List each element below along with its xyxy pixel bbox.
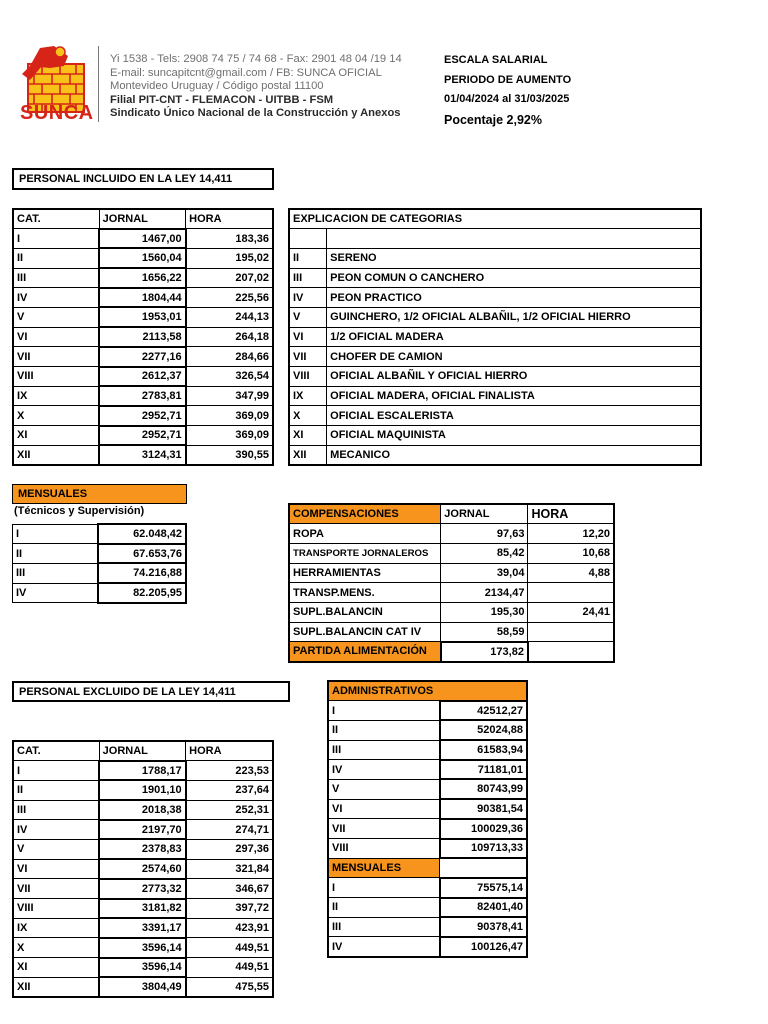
concept-cell: PARTIDA ALIMENTACIÓN <box>289 642 441 662</box>
desc-cell: OFICIAL MADERA, OFICIAL FINALISTA <box>327 386 701 406</box>
table-row <box>289 347 701 367</box>
mensuales-table <box>12 523 187 604</box>
header-jornal: JORNAL <box>99 209 185 229</box>
table-row <box>328 839 527 859</box>
jornal-cell: 1953,01 <box>99 307 185 327</box>
table-row <box>289 524 614 544</box>
desc-cell: 1/2 OFICIAL MADERA <box>327 327 701 347</box>
table-row <box>289 248 701 268</box>
jornal-cell: 1656,22 <box>99 268 185 288</box>
table-row <box>328 720 527 740</box>
table-row <box>289 288 701 308</box>
hora-cell: 4,88 <box>528 563 614 583</box>
desc-cell <box>327 229 701 249</box>
jornal-cell: 97,63 <box>441 524 528 544</box>
cat-cell: V <box>13 839 99 859</box>
compensaciones-table <box>288 503 615 663</box>
contact-line: Yi 1538 - Tels: 2908 74 75 / 74 68 - Fax: 2901 48 04 /19 14 <box>110 53 402 65</box>
table-row <box>13 307 273 327</box>
hora-cell: 24,41 <box>528 602 614 622</box>
hora-cell: 252,31 <box>186 800 273 820</box>
table-row <box>13 938 273 958</box>
cat-cell: II <box>13 780 99 800</box>
table-row <box>328 898 527 918</box>
table-row <box>13 958 273 978</box>
escala-block <box>444 51 571 130</box>
cat-cell: VIII <box>289 367 327 387</box>
header-hora: HORA <box>528 504 614 524</box>
table-row <box>289 229 701 249</box>
cat-cell: I <box>13 524 99 544</box>
header-cat: CAT. <box>13 209 99 229</box>
cat-cell: III <box>13 268 99 288</box>
concept-cell: TRANSPORTE JORNALEROS <box>289 543 441 563</box>
jornal-cell: 2952,71 <box>99 406 185 426</box>
table-row <box>289 307 701 327</box>
table-row <box>328 917 527 937</box>
desc-cell: OFICIAL ALBAÑIL Y OFICIAL HIERRO <box>327 367 701 387</box>
value-cell: 82.205,95 <box>98 583 186 603</box>
cat-cell: IX <box>13 386 99 406</box>
value-cell: 52024,88 <box>440 720 527 740</box>
table-row <box>328 740 527 760</box>
table-row <box>13 544 187 564</box>
cat-cell: III <box>289 268 327 288</box>
table-row <box>13 367 273 387</box>
cat-cell: IX <box>13 918 99 938</box>
periodo-label: PERIODO DE AUMENTO <box>444 73 572 86</box>
cat-cell: II <box>13 544 99 564</box>
value-cell: 62.048,42 <box>98 524 186 544</box>
cat-cell: VIII <box>328 839 440 859</box>
cat-cell: VII <box>289 347 327 367</box>
cat-cell: XI <box>13 958 99 978</box>
explicacion-title: EXPLICACION DE CATEGORIAS <box>289 209 701 229</box>
contact-line: E-mail: suncapitcnt@gmail.com / FB: SUNCA OFICIAL <box>110 66 382 79</box>
jornal-cell: 3804,49 <box>99 977 185 997</box>
jornal-cell: 2197,70 <box>99 820 185 840</box>
jornal-cell: 2378,83 <box>99 839 185 859</box>
table-row <box>13 583 187 603</box>
hora-cell: 297,36 <box>186 839 273 859</box>
hora-cell: 346,67 <box>186 879 273 899</box>
cat-cell: XI <box>13 426 99 446</box>
jornal-cell: 3596,14 <box>99 938 185 958</box>
administrativos-table <box>327 680 528 958</box>
desc-cell: MECANICO <box>327 445 701 465</box>
value-cell: 90378,41 <box>440 917 527 937</box>
periodo-range: 01/04/2024 al 31/03/2025 <box>444 93 570 105</box>
jornal-cell: 2574,60 <box>99 859 185 879</box>
table-row <box>328 878 527 898</box>
hora-cell: 264,18 <box>186 327 273 347</box>
header-divider <box>98 46 99 122</box>
cat-cell: IV <box>13 820 99 840</box>
hora-cell: 423,91 <box>186 918 273 938</box>
header-compensaciones: COMPENSACIONES <box>289 504 441 524</box>
jornal-cell: 85,42 <box>441 543 528 563</box>
mensuales-admin-title: MENSUALES <box>328 858 440 878</box>
table-row <box>328 819 527 839</box>
cat-cell: I <box>328 878 440 898</box>
cat-cell: VI <box>289 327 327 347</box>
value-cell: 61583,94 <box>440 740 527 760</box>
header-hora: HORA <box>186 209 273 229</box>
jornal-cell: 173,82 <box>441 642 528 662</box>
cat-cell: IX <box>289 386 327 406</box>
table-row <box>13 426 273 446</box>
table-row <box>13 327 273 347</box>
mensuales-title: MENSUALES <box>12 484 187 504</box>
jornal-cell: 1788,17 <box>99 761 185 781</box>
hora-cell: 326,54 <box>186 367 273 387</box>
table-row <box>13 445 273 465</box>
table-row <box>13 839 273 859</box>
table-row <box>13 899 273 919</box>
escala-title: ESCALA SALARIAL <box>444 54 548 66</box>
table-row <box>289 642 614 662</box>
cat-cell: XI <box>289 426 327 446</box>
cat-cell: I <box>13 229 99 249</box>
incluido-title: PERSONAL INCLUIDO EN LA LEY 14,411 <box>12 168 274 190</box>
contact-info <box>110 53 402 121</box>
jornal-cell: 2113,58 <box>99 327 185 347</box>
value-cell: 42512,27 <box>440 701 527 721</box>
jornal-cell: 3124,31 <box>99 445 185 465</box>
hora-cell: 223,53 <box>186 761 273 781</box>
jornal-cell: 195,30 <box>441 602 528 622</box>
table-row <box>289 268 701 288</box>
concept-cell: TRANSP.MENS. <box>289 583 441 603</box>
jornal-cell: 3391,17 <box>99 918 185 938</box>
table-row <box>328 937 527 957</box>
table-row <box>13 977 273 997</box>
cat-cell: X <box>13 938 99 958</box>
jornal-cell: 2612,37 <box>99 367 185 387</box>
hora-cell: 347,99 <box>186 386 273 406</box>
cat-cell: VII <box>328 819 440 839</box>
concept-cell: SUPL.BALANCIN <box>289 602 441 622</box>
excluido-title: PERSONAL EXCLUIDO DE LA LEY 14,411 <box>12 681 290 702</box>
table-header-row <box>289 209 701 229</box>
hora-cell: 225,56 <box>186 288 273 308</box>
table-row <box>289 386 701 406</box>
mensuales-subtitle: (Técnicos y Supervisión) <box>14 505 145 517</box>
table-row <box>13 859 273 879</box>
empty-cell <box>440 858 527 878</box>
hora-cell: 10,68 <box>528 543 614 563</box>
cat-cell: VIII <box>13 899 99 919</box>
hora-cell <box>528 622 614 642</box>
table-row <box>13 563 187 583</box>
table-row <box>13 524 187 544</box>
table-row <box>13 761 273 781</box>
cat-cell: I <box>328 701 440 721</box>
jornal-cell: 3181,82 <box>99 899 185 919</box>
cat-cell: IV <box>289 288 327 308</box>
desc-cell: PEON PRACTICO <box>327 288 701 308</box>
contact-line: Montevideo Uruguay / Código postal 11100 <box>110 80 324 93</box>
cat-cell: I <box>13 761 99 781</box>
table-header-row <box>289 504 614 524</box>
hora-cell <box>528 583 614 603</box>
table-row <box>13 248 273 268</box>
cat-cell: V <box>289 307 327 327</box>
table-header-row <box>13 741 273 761</box>
cat-cell: III <box>328 917 440 937</box>
hora-cell: 321,84 <box>186 859 273 879</box>
hora-cell: 183,36 <box>186 229 273 249</box>
incluido-table <box>12 208 274 466</box>
table-row <box>13 800 273 820</box>
concept-cell: ROPA <box>289 524 441 544</box>
cat-cell: VIII <box>13 367 99 387</box>
table-row <box>289 367 701 387</box>
desc-cell: CHOFER DE CAMION <box>327 347 701 367</box>
hora-cell: 274,71 <box>186 820 273 840</box>
table-row <box>13 288 273 308</box>
logo-text: SUNCA <box>20 102 94 124</box>
hora-cell: 284,66 <box>186 347 273 367</box>
jornal-cell: 3596,14 <box>99 958 185 978</box>
cat-cell: VI <box>13 859 99 879</box>
desc-cell: PEON COMUN O CANCHERO <box>327 268 701 288</box>
hora-cell <box>528 642 614 662</box>
jornal-cell: 1467,00 <box>99 229 185 249</box>
table-row <box>289 602 614 622</box>
porcentaje: Pocentaje 2,92% <box>444 112 542 127</box>
hora-cell: 244,13 <box>186 307 273 327</box>
hora-cell: 449,51 <box>186 938 273 958</box>
hora-cell: 390,55 <box>186 445 273 465</box>
cat-cell: II <box>289 248 327 268</box>
desc-cell: GUINCHERO, 1/2 OFICIAL ALBAÑIL, 1/2 OFICIAL HIERRO <box>327 307 701 327</box>
table-header-row <box>13 209 273 229</box>
table-header-row <box>328 681 527 701</box>
table-row <box>289 327 701 347</box>
cat-cell: V <box>13 307 99 327</box>
jornal-cell: 2277,16 <box>99 347 185 367</box>
table-row <box>328 779 527 799</box>
table-row <box>13 780 273 800</box>
table-row <box>328 799 527 819</box>
cat-cell: III <box>328 740 440 760</box>
cat-cell: VII <box>13 347 99 367</box>
desc-cell: OFICIAL ESCALERISTA <box>327 406 701 426</box>
excluido-table <box>12 740 274 998</box>
table-row <box>13 879 273 899</box>
jornal-cell: 2952,71 <box>99 426 185 446</box>
jornal-cell: 2018,38 <box>99 800 185 820</box>
cat-cell: II <box>13 248 99 268</box>
cat-cell: II <box>328 898 440 918</box>
value-cell: 71181,01 <box>440 760 527 780</box>
value-cell: 74.216,88 <box>98 563 186 583</box>
cat-cell: VI <box>13 327 99 347</box>
desc-cell: SERENO <box>327 248 701 268</box>
header-jornal: JORNAL <box>99 741 185 761</box>
header-jornal: JORNAL <box>441 504 528 524</box>
cat-cell: III <box>13 800 99 820</box>
table-row <box>289 583 614 603</box>
hora-cell: 237,64 <box>186 780 273 800</box>
hora-cell: 207,02 <box>186 268 273 288</box>
table-row <box>289 563 614 583</box>
table-row <box>289 445 701 465</box>
cat-cell: XII <box>13 977 99 997</box>
cat-cell: XII <box>13 445 99 465</box>
hora-cell: 397,72 <box>186 899 273 919</box>
cat-cell: IV <box>13 583 99 603</box>
cat-cell: VI <box>328 799 440 819</box>
jornal-cell: 2134,47 <box>441 583 528 603</box>
table-row <box>13 406 273 426</box>
hora-cell: 12,20 <box>528 524 614 544</box>
cat-cell: XII <box>289 445 327 465</box>
jornal-cell: 1560,04 <box>99 248 185 268</box>
table-row <box>289 622 614 642</box>
jornal-cell: 2783,81 <box>99 386 185 406</box>
value-cell: 109713,33 <box>440 839 527 859</box>
jornal-cell: 58,59 <box>441 622 528 642</box>
table-row <box>289 543 614 563</box>
jornal-cell: 1901,10 <box>99 780 185 800</box>
desc-cell: OFICIAL MAQUINISTA <box>327 426 701 446</box>
explicacion-table <box>288 208 702 466</box>
cat-cell: IV <box>13 288 99 308</box>
concept-cell: HERRAMIENTAS <box>289 563 441 583</box>
table-row <box>13 229 273 249</box>
value-cell: 100126,47 <box>440 937 527 957</box>
table-row <box>13 820 273 840</box>
cat-cell: X <box>13 406 99 426</box>
jornal-cell: 1804,44 <box>99 288 185 308</box>
value-cell: 90381,54 <box>440 799 527 819</box>
hora-cell: 195,02 <box>186 248 273 268</box>
cat-cell: IV <box>328 760 440 780</box>
cat-cell: V <box>328 779 440 799</box>
cat-cell <box>289 229 327 249</box>
cat-cell: II <box>328 720 440 740</box>
table-row <box>289 426 701 446</box>
cat-cell: X <box>289 406 327 426</box>
concept-cell: SUPL.BALANCIN CAT IV <box>289 622 441 642</box>
hora-cell: 369,09 <box>186 426 273 446</box>
table-row <box>13 347 273 367</box>
sindicato-line: Sindicato Único Nacional de la Construcción y Anexos <box>110 107 401 120</box>
jornal-cell: 39,04 <box>441 563 528 583</box>
table-row <box>13 386 273 406</box>
table-row <box>328 701 527 721</box>
value-cell: 100029,36 <box>440 819 527 839</box>
table-row <box>328 760 527 780</box>
hora-cell: 475,55 <box>186 977 273 997</box>
hora-cell: 369,09 <box>186 406 273 426</box>
table-row <box>13 918 273 938</box>
value-cell: 67.653,76 <box>98 544 186 564</box>
table-row <box>289 406 701 426</box>
header-cat: CAT. <box>13 741 99 761</box>
hora-cell: 449,51 <box>186 958 273 978</box>
filial-line: Filial PIT-CNT - FLEMACON - UITBB - FSM <box>110 93 334 106</box>
value-cell: 75575,14 <box>440 878 527 898</box>
value-cell: 82401,40 <box>440 898 527 918</box>
table-row <box>13 268 273 288</box>
jornal-cell: 2773,32 <box>99 879 185 899</box>
administrativos-title: ADMINISTRATIVOS <box>328 681 527 701</box>
cat-cell: VII <box>13 879 99 899</box>
cat-cell: III <box>13 563 99 583</box>
table-header-row <box>328 858 527 878</box>
cat-cell: IV <box>328 937 440 957</box>
value-cell: 80743,99 <box>440 779 527 799</box>
header-hora: HORA <box>186 741 273 761</box>
